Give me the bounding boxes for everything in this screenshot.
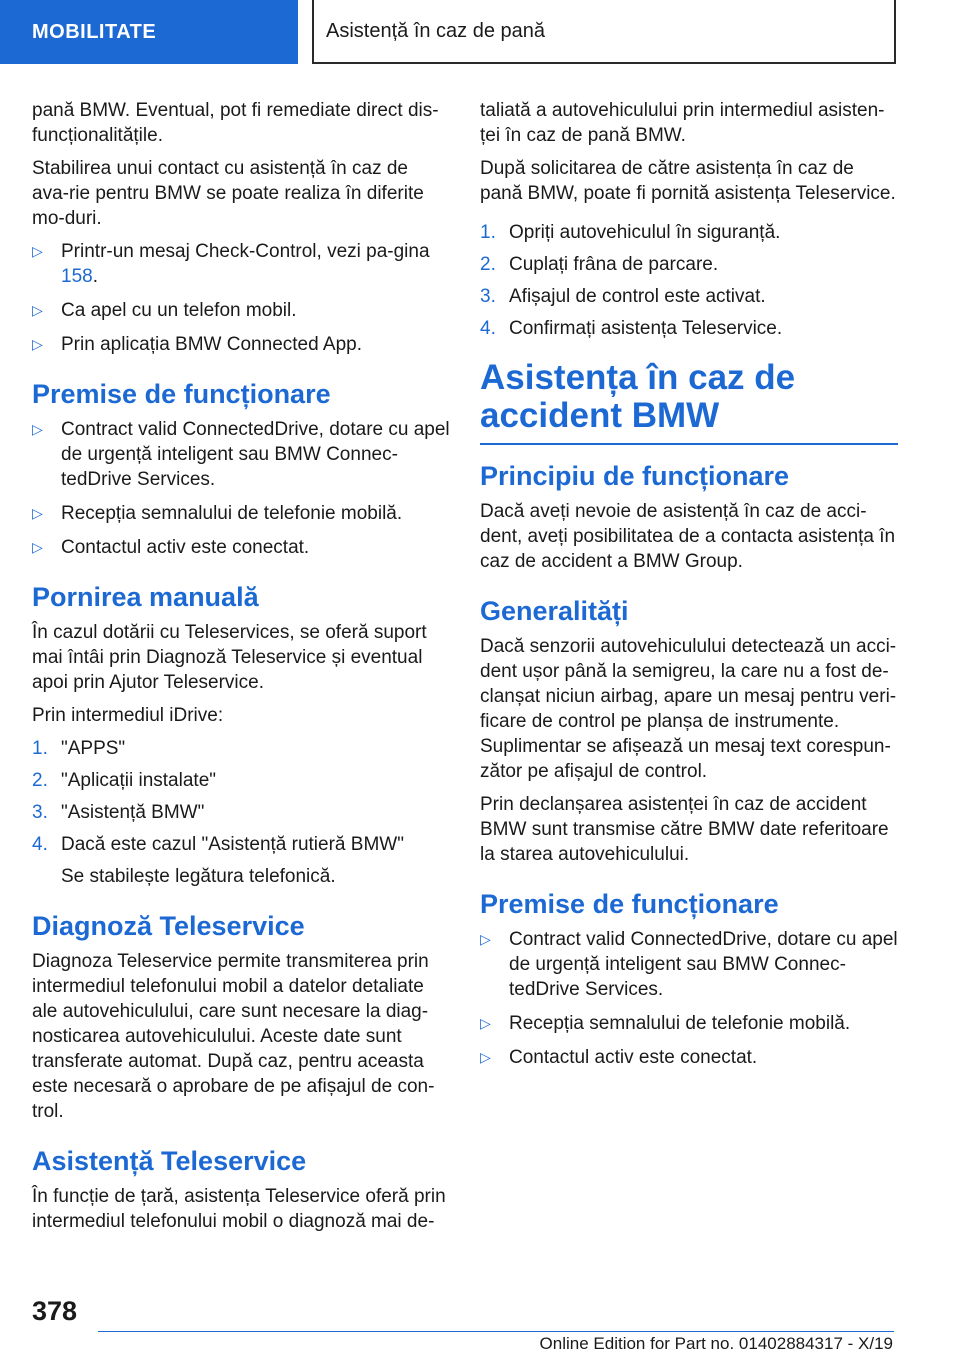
teleservice-steps bbox=[480, 220, 898, 341]
list-item bbox=[480, 1045, 898, 1070]
paragraph: În cazul dotării cu Teleservices, se oferă suport mai întâi prin Diagnoză Teleservice și eventual apoi prin Ajutor Teleservice. bbox=[32, 622, 427, 693]
step-item bbox=[480, 220, 898, 245]
triangle-right-outline-icon: ▷ bbox=[32, 421, 43, 437]
step-text: Afișajul de control este activat. bbox=[509, 286, 766, 307]
paragraph: Dacă senzorii autovehiculului detectează un acci-dent ușor până la semigreu, la care nu a fost de-clanșat niciun airbag, apare un mesaj pentru veri-ficare de control pe planșa de instrumente. Suplimentar se afișează un mesaj text corespun-zător pe afișajul de control. bbox=[480, 636, 897, 782]
list-item-text: Recepția semnalului de telefonie mobilă. bbox=[61, 503, 403, 524]
triangle-right-outline-icon: ▷ bbox=[480, 1015, 491, 1031]
idrive-steps bbox=[32, 736, 450, 889]
step-item bbox=[480, 284, 898, 309]
page-header-title: Asistență în caz de pană bbox=[326, 19, 546, 42]
triangle-right-outline-icon: ▷ bbox=[480, 1049, 491, 1065]
list-item-text: Contactul activ este conectat. bbox=[509, 1047, 758, 1068]
list-item bbox=[32, 239, 450, 289]
step-text: Opriți autovehiculul în siguranță. bbox=[509, 222, 781, 243]
paragraph: În funcție de țară, asistența Teleservice oferă prin intermediul telefonului mobil o diagnoză mai de- bbox=[32, 1186, 446, 1232]
premise-list bbox=[32, 417, 450, 560]
section-tab bbox=[0, 0, 298, 64]
right-column bbox=[480, 98, 898, 1079]
step-number: 3. bbox=[480, 286, 496, 307]
paragraph: Diagnoza Teleservice permite transmiterea prin intermediul telefonului mobil a datelor detaliate ale autovehiculului, care sunt necesare la diag-nosticarea autovehiculului. Aceste date sunt transferate automat. După caz, pentru aceasta este necesară o aprobare de pe afișajul de con-trol. bbox=[32, 951, 435, 1122]
paragraph: Stabilirea unui contact cu asistență în caz de ava-rie pentru BMW se poate realiza în diferite mo-duri. bbox=[32, 158, 424, 229]
step-text: Cuplați frâna de parcare. bbox=[509, 254, 719, 275]
step-number: 3. bbox=[32, 802, 48, 823]
triangle-right-outline-icon: ▷ bbox=[32, 336, 43, 352]
triangle-right-outline-icon: ▷ bbox=[32, 539, 43, 555]
step-number: 1. bbox=[32, 738, 48, 759]
section-heading: Generalități bbox=[480, 596, 629, 626]
paragraph: Dacă aveți nevoie de asistență în caz de acci-dent, aveți posibilitatea de a contacta asistența în caz de accident a BMW Group. bbox=[480, 501, 896, 572]
paragraph: taliată a autovehiculului prin intermediul asisten-ței în caz de pană BMW. bbox=[480, 100, 885, 146]
list-item-text: Ca apel cu un telefon mobil. bbox=[61, 300, 297, 321]
section-heading: Pornirea manuală bbox=[32, 582, 259, 612]
chapter-heading: Asistența în caz de accident BMW bbox=[480, 358, 796, 435]
contact-methods-list bbox=[32, 239, 450, 357]
left-column bbox=[32, 98, 450, 1242]
step-result: Se stabilește legătura telefonică. bbox=[61, 866, 336, 887]
list-item-text: Contract valid ConnectedDrive, dotare cu apel de urgență inteligent sau BMW Connec-tedDrive Services. bbox=[61, 419, 450, 490]
step-number: 2. bbox=[480, 254, 496, 275]
triangle-right-outline-icon: ▷ bbox=[32, 505, 43, 521]
section-heading: Premise de funcționare bbox=[480, 889, 779, 919]
step-text: "APPS" bbox=[61, 738, 126, 759]
heading-rule bbox=[480, 443, 898, 445]
step-text: "Aplicații instalate" bbox=[61, 770, 217, 791]
step-text: "Asistență BMW" bbox=[61, 802, 205, 823]
list-item-text: Contactul activ este conectat. bbox=[61, 537, 310, 558]
paragraph: pană BMW. Eventual, pot fi remediate direct dis-funcționalitățile. bbox=[32, 100, 439, 146]
paragraph: Prin declanșarea asistenței în caz de accident BMW sunt transmise către BMW date referitoare la starea autovehiculului. bbox=[480, 794, 889, 865]
step-item bbox=[480, 252, 898, 277]
step-item bbox=[32, 768, 450, 793]
edition-note: Online Edition for Part no. 01402884317 - X/19 bbox=[539, 1334, 893, 1353]
list-item-text: Recepția semnalului de telefonie mobilă. bbox=[509, 1013, 851, 1034]
section-label: MOBILITATE bbox=[32, 20, 157, 43]
list-item-text: Printr-un mesaj Check-Control, vezi pa-gina bbox=[61, 241, 430, 262]
page-header bbox=[312, 0, 896, 64]
step-item bbox=[480, 316, 898, 341]
premise-list bbox=[480, 927, 898, 1070]
step-number: 1. bbox=[480, 222, 496, 243]
paragraph: Prin intermediul iDrive: bbox=[32, 705, 224, 726]
page-link[interactable]: 158 bbox=[61, 266, 93, 287]
section-heading: Principiu de funcționare bbox=[480, 461, 790, 491]
list-item-end: . bbox=[92, 266, 98, 287]
triangle-right-outline-icon: ▷ bbox=[480, 931, 491, 947]
list-item-text: Prin aplicația BMW Connected App. bbox=[61, 334, 362, 355]
list-item bbox=[32, 332, 450, 357]
section-heading: Diagnoză Teleservice bbox=[32, 911, 305, 941]
step-item bbox=[32, 736, 450, 761]
list-item bbox=[480, 927, 898, 1002]
triangle-right-outline-icon: ▷ bbox=[32, 302, 43, 318]
list-item-text: Contract valid ConnectedDrive, dotare cu apel de urgență inteligent sau BMW Connec-tedDrive Services. bbox=[509, 929, 898, 1000]
section-heading: Premise de funcționare bbox=[32, 379, 331, 409]
step-text: Dacă este cazul "Asistență rutieră BMW" bbox=[61, 834, 404, 855]
step-item bbox=[32, 800, 450, 825]
step-item bbox=[32, 832, 450, 889]
list-item bbox=[480, 1011, 898, 1036]
triangle-right-outline-icon: ▷ bbox=[32, 243, 43, 259]
paragraph: După solicitarea de către asistența în caz de pană BMW, poate fi pornită asistența Teleservice. bbox=[480, 158, 896, 204]
list-item bbox=[32, 417, 450, 492]
step-number: 2. bbox=[32, 770, 48, 791]
step-number: 4. bbox=[32, 834, 48, 855]
list-item bbox=[32, 501, 450, 526]
section-heading: Asistență Teleservice bbox=[32, 1146, 307, 1176]
list-item bbox=[32, 535, 450, 560]
footer-rule bbox=[98, 1331, 894, 1332]
step-number: 4. bbox=[480, 318, 496, 339]
step-text: Confirmați asistența Teleservice. bbox=[509, 318, 783, 339]
page-number: 378 bbox=[32, 1296, 78, 1326]
list-item bbox=[32, 298, 450, 323]
